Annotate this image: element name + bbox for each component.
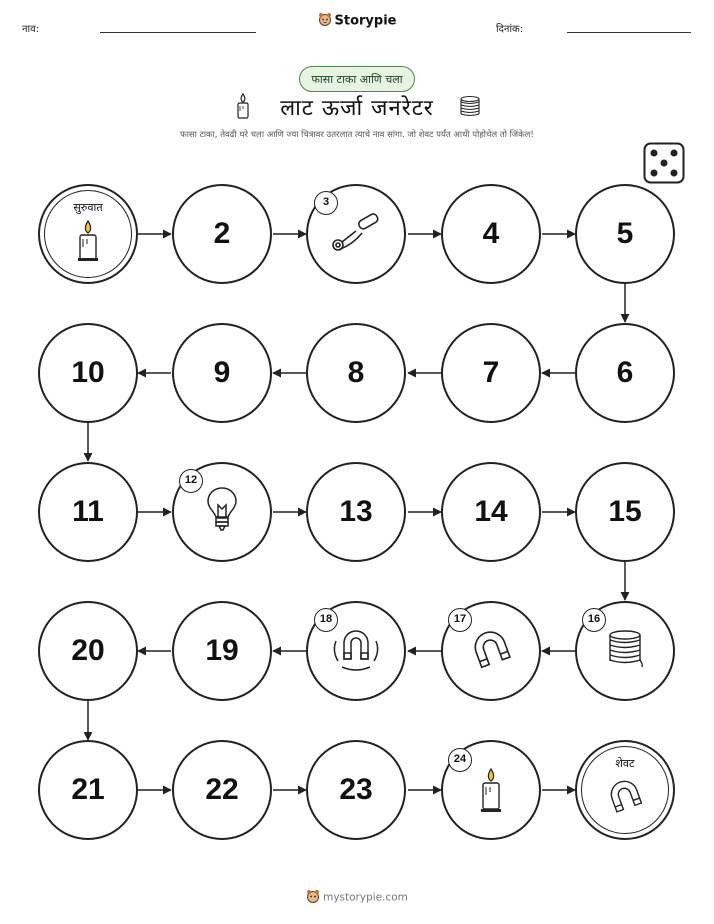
instructions: फासा टाका, तेवढी घरे चला आणि ज्या चित्रावर उतरलात त्याचे नाव सांगा. जो शेवट पर्यंत आधी पोहोचेल तो जिंकेल! bbox=[180, 130, 534, 140]
cell-6[interactable]: 6 bbox=[575, 323, 675, 423]
end-label: शेवट bbox=[615, 757, 635, 770]
cell-3-number: 3 bbox=[314, 191, 338, 215]
candle-icon bbox=[478, 767, 504, 819]
storypie-logo-icon bbox=[306, 889, 320, 906]
coil-icon bbox=[606, 629, 644, 673]
cell-5[interactable]: 5 bbox=[575, 184, 675, 284]
brand-name: Storypie bbox=[334, 13, 397, 29]
cell-24-number: 24 bbox=[448, 748, 472, 772]
cell-23[interactable]: 23 bbox=[306, 740, 406, 840]
cell-10[interactable]: 10 bbox=[38, 323, 138, 423]
cell-13[interactable]: 13 bbox=[306, 462, 406, 562]
cell-16-number: 16 bbox=[582, 608, 606, 632]
cell-12-number: 12 bbox=[179, 469, 203, 493]
cell-18-number: 18 bbox=[314, 608, 338, 632]
footer-url[interactable]: mystorypie.com bbox=[323, 891, 408, 904]
cell-17-number: 17 bbox=[448, 608, 472, 632]
cell-20[interactable]: 20 bbox=[38, 601, 138, 701]
page-title: लाट ऊर्जा जनरेटर bbox=[280, 96, 434, 121]
footer bbox=[0, 889, 714, 906]
cell-9[interactable]: 9 bbox=[172, 323, 272, 423]
end-cell[interactable] bbox=[575, 740, 675, 840]
horseshoe-magnet-icon bbox=[468, 629, 514, 673]
cell-14[interactable]: 14 bbox=[441, 462, 541, 562]
cell-2[interactable]: 2 bbox=[172, 184, 272, 284]
start-cell[interactable] bbox=[38, 184, 138, 284]
cell-21[interactable]: 21 bbox=[38, 740, 138, 840]
date-label: दिनांक: bbox=[496, 24, 524, 35]
cell-4[interactable]: 4 bbox=[441, 184, 541, 284]
name-label: नाव: bbox=[22, 24, 40, 35]
cell-22[interactable]: 22 bbox=[172, 740, 272, 840]
horseshoe-magnet-icon bbox=[605, 778, 645, 818]
cell-15[interactable]: 15 bbox=[575, 462, 675, 562]
magnet-field-icon bbox=[330, 625, 382, 677]
cell-19[interactable]: 19 bbox=[172, 601, 272, 701]
candle-icon bbox=[75, 219, 101, 267]
cell-7[interactable]: 7 bbox=[441, 323, 541, 423]
game-type-badge: फासा टाका आणि चला bbox=[299, 66, 415, 92]
crank-handle-icon bbox=[328, 209, 384, 259]
light-bulb-icon bbox=[205, 485, 239, 539]
cell-8[interactable]: 8 bbox=[306, 323, 406, 423]
start-label: सुरुवात bbox=[73, 201, 103, 214]
cell-11[interactable]: 11 bbox=[38, 462, 138, 562]
